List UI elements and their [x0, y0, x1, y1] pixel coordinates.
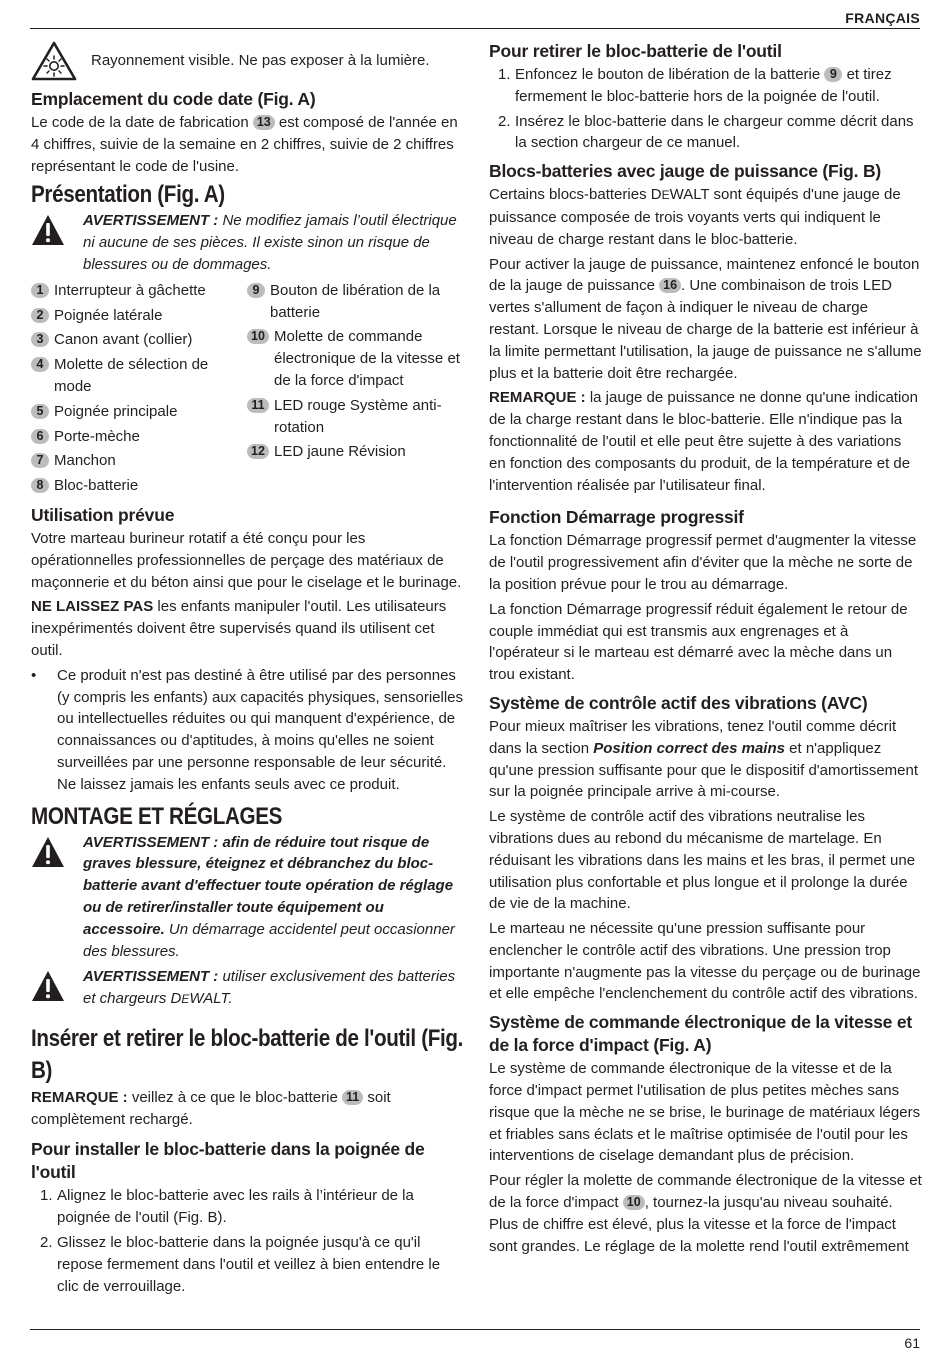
warning-text: AVERTISSEMENT : afin de réduire tout risque de graves blessure, éteignez et débranchez du bloc-batterie avant d'effectuer toute opération de réglage ou de retirer/installer toute équipement ou accessoire. Un démarrage accidentel peut occasionner des blessures.: [83, 833, 455, 960]
fuel-gauge-paragraph-2: Pour activer la jauge de puissance, maintenez enfoncé le bouton de la jauge de puissance 16 . Une combinaison de trois LED vertes s'allument de façon à indiquer le niveau de charge restant. Lorsque le niveau de charge de la batterie est inférieur à la limite permettant l'utilisation, la jauge de puissance ne s'allume plus et la batterie doit être rechargée.: [489, 255, 922, 382]
warning-text: AVERTISSEMENT : Ne modifiez jamais l’outil électrique ni aucune de ses pièces. Il existe sinon un risque de blessures ou de dommages.: [83, 212, 457, 273]
avc-paragraph-2: Le système de contrôle actif des vibrations neutralise les vibrations dues au rebond du mécanisme de martelage. En réduisant les vibrations dans les mains et les bras, il permet une utilisation plus confortable et plus longue et il prolonge la durée de vie de la machine.: [489, 808, 916, 913]
footer-rule: [30, 1329, 920, 1330]
page-number: 61: [904, 1335, 920, 1351]
insert-remove-heading: Insérer et retirer le bloc-batterie de l'outil (Fig. B): [31, 1024, 464, 1084]
part-label: LED rouge Système anti-rotation: [274, 396, 442, 436]
part-item: [31, 354, 249, 398]
part-label: Bloc-batterie: [54, 477, 139, 495]
light-radiation-warning-icon: [31, 41, 77, 81]
soft-start-heading: Fonction Démarrage progressif: [489, 507, 744, 528]
right-column: [489, 38, 922, 1260]
fuel-gauge-note: REMARQUE : la jauge de puissance ne donne qu'une indication de la charge restant dans le bloc-batterie. Elle n'indique pas la fonctionnalité de l'outil et elle peut être sujette à des variations en fonction des composants du produit, de la température et de l'intervention réalisée par l'utilisateur final.: [489, 389, 918, 494]
callout-badge: 10: [623, 1195, 645, 1210]
callout-badge: 3: [31, 332, 49, 347]
part-item: [31, 450, 249, 472]
electronic-control-heading: Système de commande électronique de la vitesse et de la force d'impact (Fig. A): [489, 1012, 913, 1056]
warning-block: [31, 832, 465, 963]
avc-heading: Système de contrôle actif des vibrations (AVC): [489, 692, 868, 713]
warning-icon: [31, 214, 65, 246]
intended-use-heading: Utilisation prévue: [31, 504, 175, 525]
callout-badge: 11: [247, 398, 269, 413]
list-item: 2. Glissez le bloc-batterie dans la poignée jusqu'à ce qu'il repose fermement dans l'outil et veillez à bien entendre le clic de verrouillage.: [40, 1234, 441, 1295]
callout-badge: 13: [253, 115, 275, 130]
warning-text: AVERTISSEMENT : utiliser exclusivement des batteries et chargeurs DEWALT.: [83, 968, 456, 1008]
date-code-paragraph: Le code de la date de fabrication 13 est composé de l'année en 4 chiffres, suivie de la semaine en 2 chiffres, suivie de 2 chiffres représentant le code de l'usine.: [31, 114, 458, 175]
callout-badge: 12: [247, 444, 269, 459]
part-item: [247, 326, 465, 391]
warning-icon: [31, 970, 65, 1002]
part-item: [31, 401, 249, 423]
presentation-heading: Présentation (Fig. A): [31, 181, 225, 209]
remove-heading: Pour retirer le bloc-batterie de l'outil: [489, 41, 782, 61]
parts-list: [31, 280, 465, 500]
soft-start-paragraph-2: La fonction Démarrage progressif réduit également le retour de couple immédiat qui est transmis aux engrenages et à l'opérateur si le marteau est démarré avec la mèche dans un trou existant.: [489, 600, 908, 684]
part-label: Interrupteur à gâchette: [54, 281, 206, 299]
part-label: Manchon: [54, 452, 116, 470]
electronic-paragraph-2: Pour régler la molette de commande électronique de la vitesse et de la force d'impact 10 , tournez-la jusqu'au niveau souhaité. Plus de chiffre est élevé, plus la vitesse et la force de l'impact sont grandes. Le réglage de la molette rend l'outil extrêmement: [489, 1172, 922, 1255]
fuel-gauge-heading: Blocs-batteries avec jauge de puissance (Fig. B): [489, 161, 882, 182]
callout-badge: 2: [31, 308, 49, 323]
callout-badge: 5: [31, 404, 49, 419]
part-item: [31, 426, 249, 448]
callout-badge: 9: [247, 283, 265, 298]
warning-block: [31, 966, 465, 1011]
radiation-text: Rayonnement visible. Ne pas exposer à la lumière.: [91, 52, 430, 70]
header-language: FRANÇAIS: [845, 10, 920, 26]
left-column: [31, 38, 465, 1300]
part-item: [31, 280, 249, 302]
callout-badge: 11: [342, 1090, 363, 1105]
electronic-paragraph-1: Le système de commande électronique de la vitesse et de la force d'impact permet l'utilisation de plus petites mèches sans risque que la mèche ne se brise, le burinage de matériaux légers et friables sans éclats et le maîtrise optimisée de l'outil pour les interventions de ciselage demandant plus de précision.: [489, 1060, 921, 1165]
install-steps: [31, 1185, 465, 1297]
part-label: Porte-mèche: [54, 427, 140, 445]
header-rule: [30, 28, 920, 29]
part-item: [247, 395, 465, 439]
assembly-heading: MONTAGE ET RÉGLAGES: [31, 802, 283, 830]
part-item: [247, 280, 465, 324]
part-item: [31, 305, 249, 327]
bullet-item: • Ce produit n'est pas destiné à être utilisé par des personnes (y compris les enfants) aux capacités physiques, sensorielles ou intellectuelles réduites ou qui manquent d'expérience, de connaissances ou d'aptitudes, à moins qu'elles ne soient surveillées par une personne responsable de leur sécurité. Ne laissez jamais les enfants seuls avec ce produit.: [31, 666, 464, 793]
callout-badge: 16: [659, 278, 681, 293]
callout-badge: 6: [31, 429, 49, 444]
list-item: 1. Enfoncez le bouton de libération de la batterie 9 et tirez fermement le bloc-batterie hors de la poignée de l'outil.: [498, 66, 892, 105]
insert-note: REMARQUE : veillez à ce que le bloc-batterie 11 soit complètement rechargé.: [31, 1088, 391, 1128]
list-item: 2. Insérez le bloc-batterie dans le chargeur comme décrit dans la section chargeur de ce manuel.: [498, 112, 914, 152]
part-label: LED jaune Révision: [274, 443, 406, 461]
warning-block: [31, 210, 465, 275]
part-label: Molette de commande électronique de la vitesse et de la force d'impact: [274, 328, 460, 389]
callout-badge: 8: [31, 478, 49, 493]
avc-paragraph-1: Pour mieux maîtriser les vibrations, tenez l'outil comme décrit dans la section Position correct des mains et n'appliquez qu'une pression suffisante pour que le dispositif d'amortissement sur la poignée principale arrive à mi-course.: [489, 717, 919, 801]
part-label: Canon avant (collier): [54, 331, 193, 349]
part-label: Bouton de libération de la batterie: [270, 281, 441, 321]
fuel-gauge-paragraph-1: Certains blocs-batteries DEWALT sont équipés d'une jauge de puissance composée de trois voyants verts qui indiquent le niveau de charge restant dans le bloc-batterie.: [489, 186, 901, 248]
part-label: Poignée latérale: [54, 306, 163, 324]
part-item: [31, 475, 249, 497]
callout-badge: 10: [247, 329, 269, 344]
callout-badge: 1: [31, 283, 49, 298]
radiation-warning: [31, 38, 465, 84]
children-paragraph: NE LAISSEZ PAS les enfants manipuler l'outil. Les utilisateurs inexpérimentés doivent être supervisés quand ils utilisent cet outil.: [31, 598, 447, 659]
date-code-heading: Emplacement du code date (Fig. A): [31, 89, 316, 109]
part-label: Molette de sélection de mode: [54, 356, 209, 395]
remove-steps: [489, 64, 922, 154]
soft-start-paragraph-1: La fonction Démarrage progressif permet d'augmenter la vitesse de l'outil progressivement afin d'éviter que la mèche ne sorte de la position prévue pour le trou au démarrage.: [489, 532, 917, 593]
part-label: Poignée principale: [54, 402, 178, 420]
avc-paragraph-3: Le marteau ne nécessite qu'une pression suffisante pour enclencher le contrôle actif des vibrations. Une pression trop importante n'augmente pas la vitesse du perçage ou de burinage et elle empêche l'enclenchement du contrôle actif des vibrations.: [489, 920, 921, 1003]
callout-badge: 7: [31, 453, 49, 468]
part-item: [31, 329, 249, 351]
callout-badge: 9: [824, 67, 842, 82]
intended-use-paragraph: Votre marteau burineur rotatif a été conçu pour les opérationnelles professionnelles de perçage des matériaux de maçonnerie et du béton ainsi que pour le ciselage et le burinage.: [31, 529, 462, 591]
warning-icon: [31, 836, 65, 868]
part-item: [247, 441, 465, 463]
callout-badge: 4: [31, 357, 49, 372]
install-heading: Pour installer le bloc-batterie dans la poignée de l'outil: [31, 1139, 425, 1183]
list-item: 1. Alignez le bloc-batterie avec les rails à l’intérieur de la poignée de l'outil (Fig. B).: [40, 1187, 414, 1227]
